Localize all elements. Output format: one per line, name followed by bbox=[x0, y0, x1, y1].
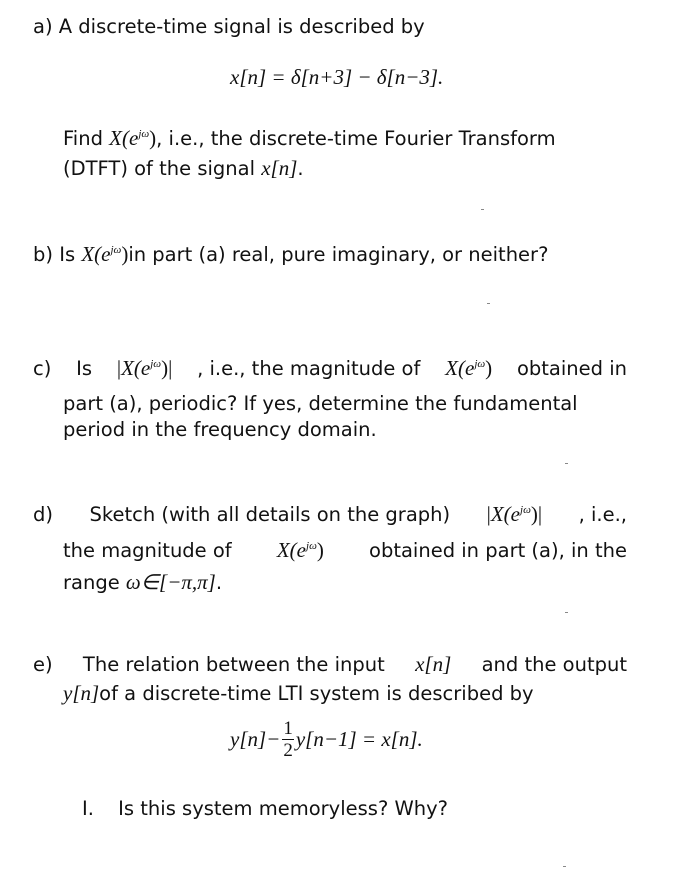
X-symbol: $X(e^{j\omega})$ bbox=[109, 126, 157, 150]
part-a-equation: x[n] = δ[n+3] − δ[n−3]. bbox=[230, 65, 444, 89]
scan-speck bbox=[487, 303, 490, 304]
part-c-label: c) bbox=[33, 357, 52, 380]
part-a-find: Find bbox=[63, 127, 103, 150]
X-symbol: $X(e^{j\omega})$ bbox=[445, 356, 493, 380]
x-n: x[n] bbox=[415, 652, 452, 676]
part-d-line3: range ω∈[−π,π]. bbox=[63, 570, 223, 594]
part-e-line2: y[n]of a discrete-time LTI system is described by bbox=[63, 681, 534, 705]
part-c-line3: period in the frequency domain. bbox=[63, 418, 377, 441]
x-n: x[n] bbox=[261, 156, 298, 180]
part-a-label: a) bbox=[33, 15, 53, 38]
part-b-line: b) Is $X(e^{j\omega})in$ part (a) real, pure imaginary, or neither? bbox=[33, 242, 549, 266]
scan-speck bbox=[481, 209, 484, 210]
part-d-label: d) bbox=[33, 503, 53, 526]
magnitude-X-symbol: $|X(e^{j\omega})|$ bbox=[116, 356, 173, 380]
scan-speck bbox=[565, 463, 568, 464]
part-b-label: b) bbox=[33, 243, 53, 266]
part-e-question-1: I. Is this system memoryless? Why? bbox=[82, 797, 449, 820]
magnitude-X-symbol: $|X(e^{j\omega})|$ bbox=[486, 502, 543, 526]
one-half-fraction: $\frac{1}{2}$ bbox=[283, 718, 293, 761]
part-a-find-tail: , i.e., the discrete-time Fourier Transform bbox=[156, 127, 556, 150]
omega-range: ω∈[−π,π] bbox=[125, 570, 216, 594]
part-a-line2: (DTFT) of the signal x[n]. bbox=[63, 156, 304, 180]
part-c-line1: c) Is $|X(e^{j\omega})|$ , i.e., the magnitude of $X(e^{j\omega})$ obtained in bbox=[33, 356, 627, 380]
part-e-label: e) bbox=[33, 653, 53, 676]
question-number: I. bbox=[82, 797, 94, 820]
part-d-line1: d) Sketch (with all details on the graph) $|X(e^{j\omega})|$ , i.e., bbox=[33, 502, 627, 526]
X-symbol: $X(e^{j\omega})$ bbox=[81, 242, 129, 266]
part-a-line1 bbox=[33, 17, 425, 37]
part-d-line2: the magnitude of $X(e^{j\omega})$ obtained in part (a), in the bbox=[63, 538, 627, 562]
part-c-line2: part (a), periodic? If yes, determine the fundamental bbox=[63, 392, 578, 415]
X-symbol: $X(e^{j\omega})$ bbox=[276, 538, 324, 562]
part-e-line1: e) The relation between the input x[n] and the output bbox=[33, 652, 627, 676]
scan-speck bbox=[563, 866, 566, 867]
scan-speck bbox=[565, 612, 568, 613]
part-a-find-line bbox=[63, 128, 556, 149]
part-a-stem: A discrete-time signal is described by bbox=[58, 15, 425, 38]
part-e-equation: y[n]− $\frac{1}{2}$ y[n−1] = x[n]. bbox=[230, 718, 423, 761]
y-n: y[n] bbox=[63, 681, 100, 705]
